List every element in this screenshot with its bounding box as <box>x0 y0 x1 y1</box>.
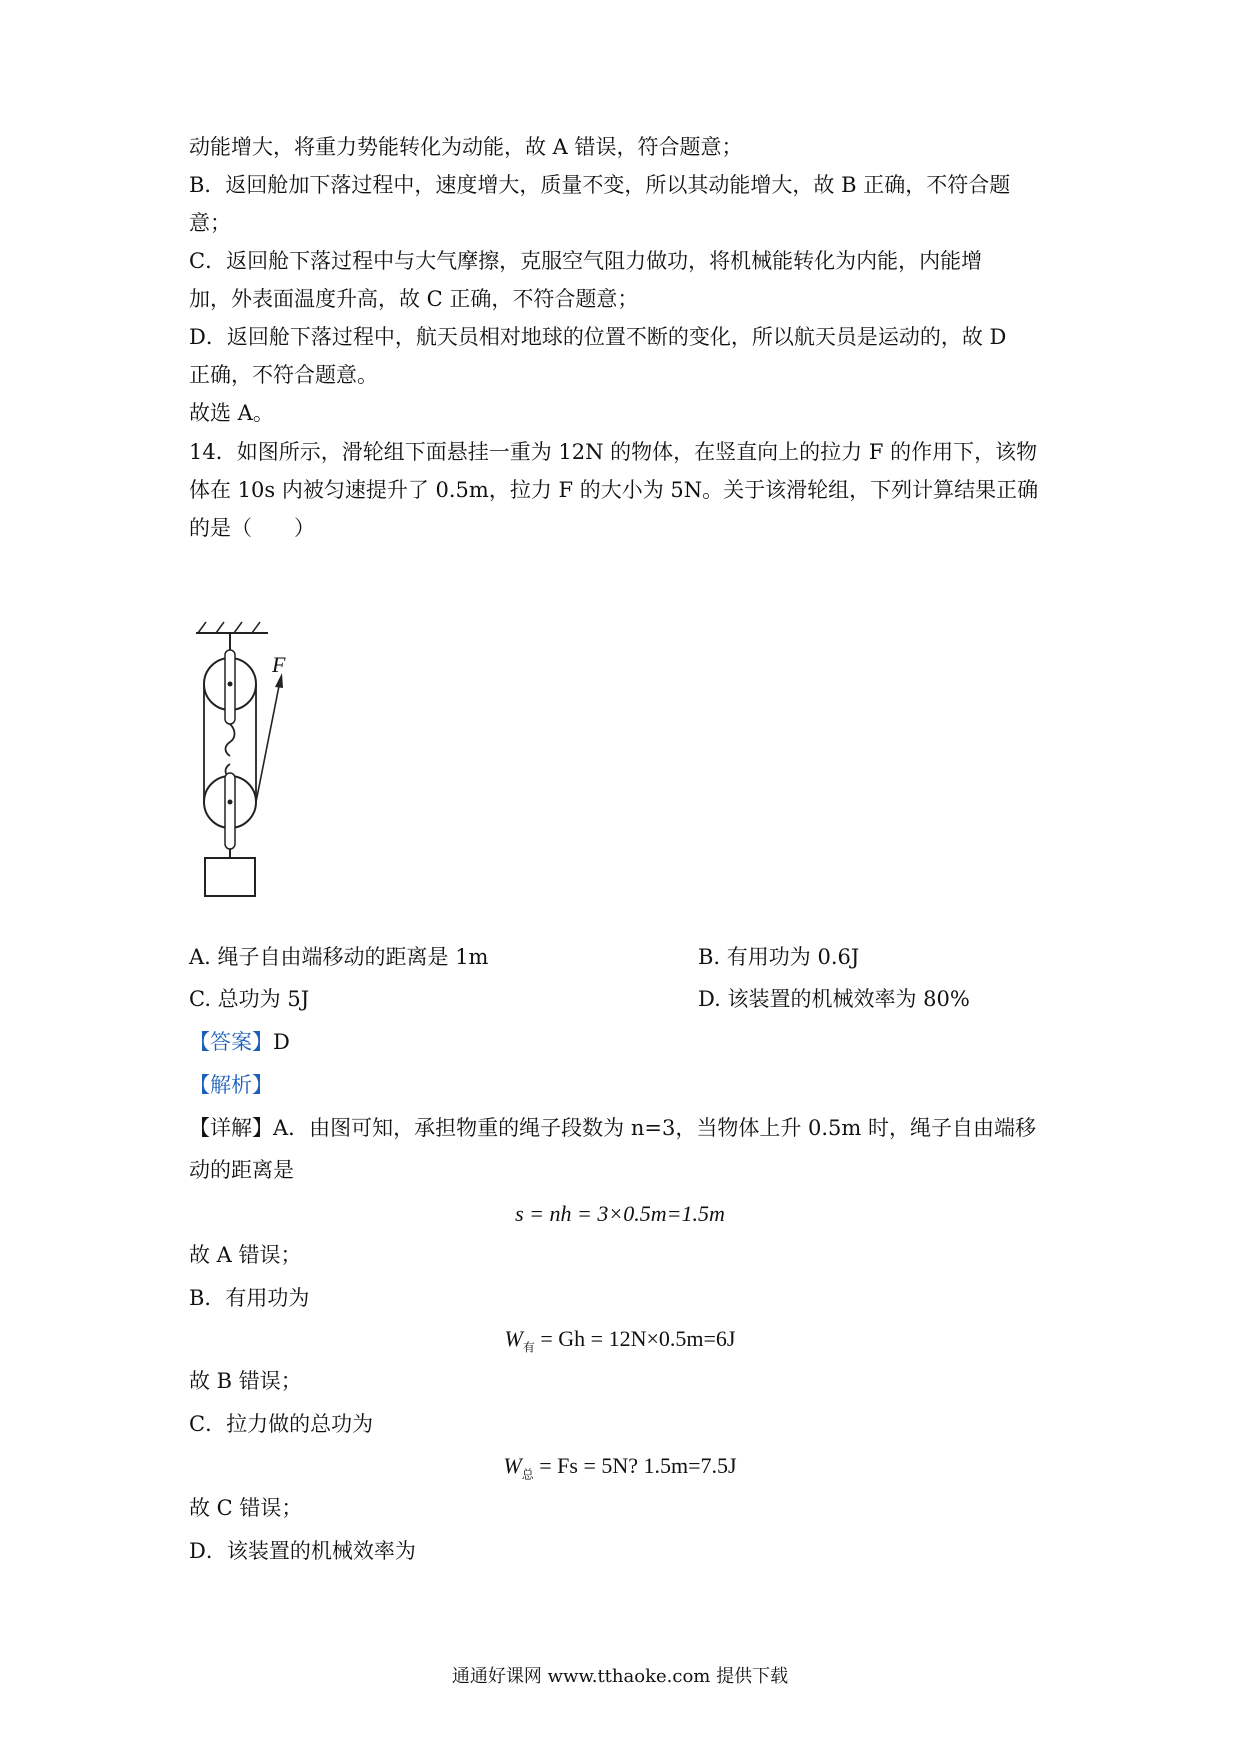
page-footer: 通通好课网 www.tthaoke.com 提供下载 <box>451 1666 789 1687</box>
formula-distance <box>0 1199 1240 1229</box>
paragraph-line: 加，外表面温度升高，故 C 正确，不符合题意； <box>189 287 639 311</box>
formula-subscript: 有 <box>522 1340 535 1355</box>
detail-line: 【详解】A．由图可知，承担物重的绳子段数为 n=3，当物体上升 0.5m 时，绳子自由端移 <box>189 1116 1036 1140</box>
formula-text: = Gh = 12N×0.5m=6J <box>534 1326 736 1351</box>
question-line: 的是（ ） <box>189 516 315 540</box>
question-line: 14．如图所示，滑轮组下面悬挂一重为 12N 的物体，在竖直向上的拉力 F 的作用下，该物 <box>189 440 1038 464</box>
option-c: C. 总功为 5J <box>189 987 310 1011</box>
paragraph-line: 意； <box>189 211 231 235</box>
paragraph-line: B．返回舱加下落过程中，速度增大，质量不变，所以其动能增大，故 B 正确，不符合题 <box>189 173 1011 197</box>
detail-line: 故 B 错误； <box>189 1369 302 1393</box>
detail-line: C．拉力做的总功为 <box>189 1412 374 1436</box>
detail-line: D．该装置的机械效率为 <box>189 1539 416 1563</box>
formula-total-work <box>0 1451 1240 1489</box>
paragraph-line: 故选 A。 <box>189 401 274 425</box>
paragraph-line: C．返回舱下落过程中与大气摩擦，克服空气阻力做功，将机械能转化为内能，内能增 <box>189 249 983 273</box>
option-d: D. 该装置的机械效率为 80% <box>698 987 970 1011</box>
formula-text: s = nh = 3×0.5m=1.5m <box>515 1201 725 1226</box>
detail-line: 故 A 错误； <box>189 1243 302 1267</box>
formula-symbol: W <box>504 1326 523 1351</box>
detail-line: 故 C 错误； <box>189 1496 303 1520</box>
formula-symbol: W <box>503 1453 522 1478</box>
paragraph-line: 正确，不符合题意。 <box>189 363 378 387</box>
paragraph-line: D．返回舱下落过程中，航天员相对地球的位置不断的变化，所以航天员是运动的，故 D <box>189 325 1007 349</box>
detail-line: 动的距离是 <box>189 1158 294 1182</box>
answer-line <box>189 1027 290 1057</box>
answer-label: 【答案】 <box>189 1030 273 1054</box>
pulley-diagram <box>186 618 286 898</box>
formula-text: = Fs = 5N? 1.5m=7.5J <box>533 1453 737 1478</box>
option-b: B. 有用功为 0.6J <box>698 945 860 969</box>
option-a: A. 绳子自由端移动的距离是 1m <box>189 945 489 969</box>
force-label: F <box>272 652 286 677</box>
paragraph-line: 动能增大，将重力势能转化为动能，故 A 错误，符合题意； <box>189 135 743 159</box>
analysis-line <box>189 1070 273 1100</box>
analysis-label: 【解析】 <box>189 1073 273 1097</box>
formula-subscript: 总 <box>521 1467 534 1482</box>
question-line: 体在 10s 内被匀速提升了 0.5m，拉力 F 的大小为 5N。关于该滑轮组，下列计算结果正确 <box>189 478 1039 502</box>
formula-useful-work <box>0 1324 1240 1362</box>
answer-value: D <box>273 1030 290 1054</box>
detail-line: B．有用功为 <box>189 1286 310 1310</box>
